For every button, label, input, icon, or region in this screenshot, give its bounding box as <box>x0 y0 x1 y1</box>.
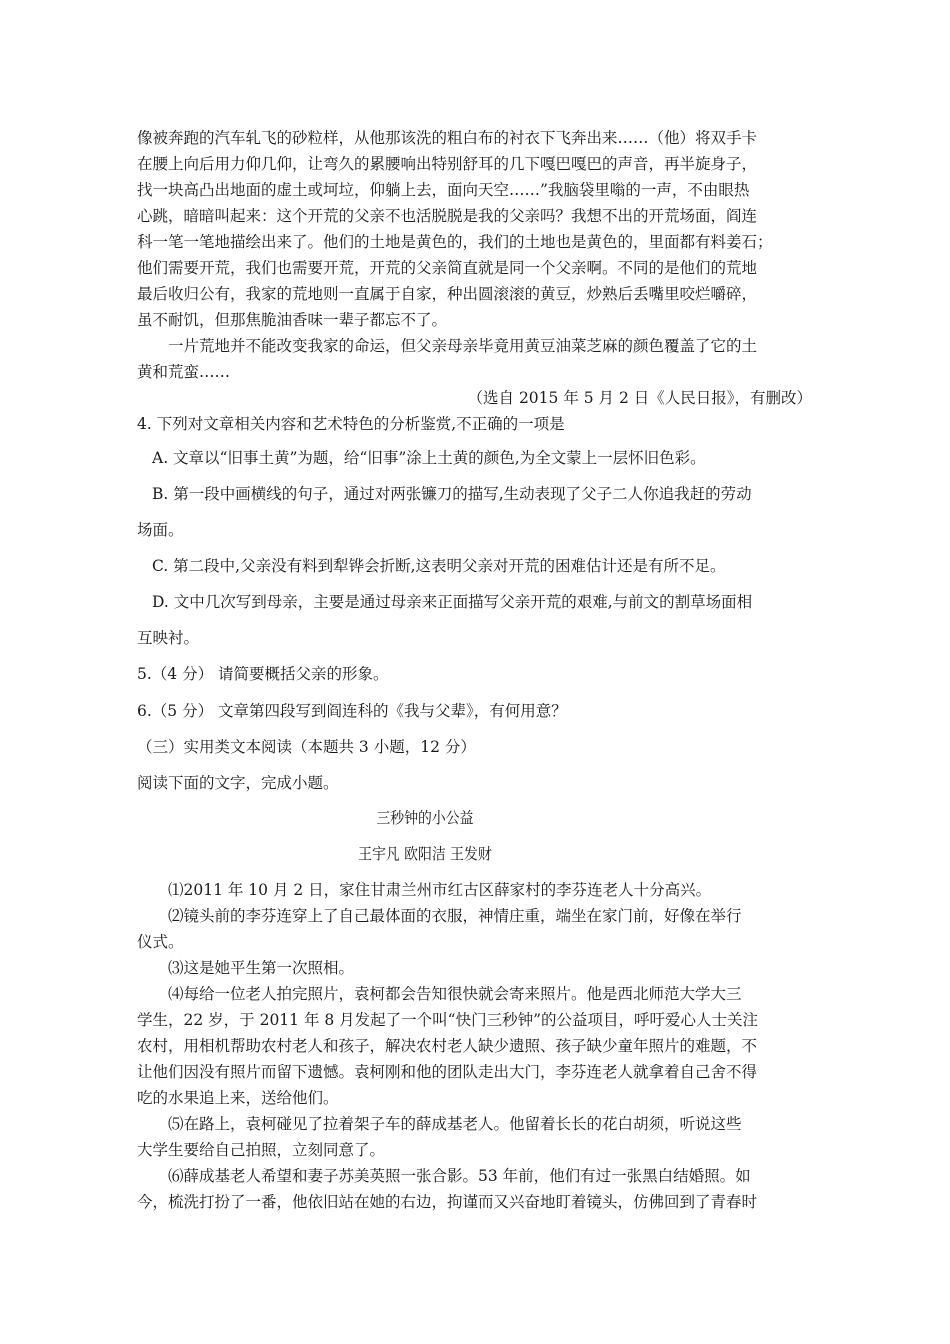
question-4-option-b: B. 第一段中画横线的句子，通过对两张镰刀的描写,生动表现了父子二人你追我赶的劳动 <box>152 485 752 503</box>
section-instruction: 阅读下面的文字，完成小题。 <box>137 774 339 792</box>
article-line: 吃的水果追上来，送给他们。 <box>137 1089 339 1107</box>
article-line: 仪式。 <box>137 933 184 951</box>
passage-line: 最后收归公有，我家的荒地则一直属于自家，种出圆滚滚的黄豆，炒熟后丢嘴里咬烂嚼碎， <box>137 285 758 303</box>
passage-line: 在腰上向后用力仰几仰，让弯久的累腰响出特别舒耳的几下嘎巴嘎巴的声音，再半旋身子， <box>137 155 758 173</box>
question-4-option-d: D. 文中几次写到母亲，主要是通过母亲来正面描写父亲开荒的艰难,与前文的割草场面相 <box>152 593 753 611</box>
article-line: ⑷每给一位老人拍完照片，袁柯都会告知很快就会寄来照片。他是西北师范大学大三 <box>168 985 742 1003</box>
passage-line: 心跳，暗暗叫起来：这个开荒的父亲不也活脱脱是我的父亲吗？我想不出的开荒场面，阎连 <box>137 207 758 225</box>
article-paragraph-1: ⑴2011 年 10 月 2 日，家住甘肃兰州市红古区薛家村的李芬连老人十分高兴。 <box>168 881 712 899</box>
passage-line: 黄和荒蛮…… <box>137 363 231 381</box>
article-authors: 王宇凡 欧阳洁 王发财 <box>358 845 492 863</box>
article-line: 农村，用相机帮助农村老人和孩子，解决农村老人缺少遗照、孩子缺少童年照片的难题，不 <box>137 1037 758 1055</box>
question-5: 5.（4 分） 请简要概括父亲的形象。 <box>137 665 389 683</box>
passage-line: 像被奔跑的汽车轧飞的砂粒样，从他那该洗的粗白布的衬衣下飞奔出来……（他）将双手卡 <box>137 129 758 147</box>
article-line: 大学生要给自己拍照，立刻同意了。 <box>137 1141 386 1159</box>
passage-line: 他们需要开荒，我们也需要开荒，开荒的父亲简直就是同一个父亲啊。不同的是他们的荒地 <box>137 259 758 277</box>
question-4-stem: 4. 下列对文章相关内容和艺术特色的分析鉴赏,不正确的一项是 <box>137 415 565 433</box>
passage-line: 一片荒地并不能改变我家的命运，但父亲母亲毕竟用黄豆油菜芝麻的颜色覆盖了它的土 <box>168 337 758 355</box>
question-4-option-c: C. 第二段中,父亲没有料到犁铧会折断,这表明父亲对开荒的困难估计还是有所不足。 <box>152 557 726 575</box>
question-4-option-a: A. 文章以“旧事土黄”为题，给“旧事”涂上土黄的颜色,为全文蒙上一层怀旧色彩。 <box>152 449 706 467</box>
article-title: 三秒钟的小公益 <box>376 809 474 827</box>
passage-line: 科一笔一笔地描绘出来了。他们的土地是黄色的，我们的土地也是黄色的，里面都有料姜石； <box>137 233 773 251</box>
passage-source: （选自 2015 年 5 月 2 日《人民日报》，有删改） <box>467 389 812 407</box>
article-line: ⑵镜头前的李芬连穿上了自己最体面的衣服，神情庄重，端坐在家门前，好像在举行 <box>168 907 742 925</box>
article-line: 今，梳洗打扮了一番，他依旧站在她的右边，拘谨而又兴奋地盯着镜头，仿佛回到了青春时 <box>137 1193 758 1211</box>
section-heading: （三）实用类文本阅读（本题共 3 小题，12 分） <box>137 738 476 756</box>
article-line: 学生，22 岁，于 2011 年 8 月发起了一个叫“快门三秒钟”的公益项目，呼吁爱心人士关注 <box>137 1011 759 1029</box>
article-paragraph-3: ⑶这是她平生第一次照相。 <box>168 959 355 977</box>
article-line: 让他们因没有照片而留下遗憾。袁柯刚和他的团队走出大门，李芬连老人就拿着自己舍不得 <box>137 1063 758 1081</box>
article-line: ⑹薛成基老人希望和妻子苏美英照一张合影。53 年前，他们有过一张黑白结婚照。如 <box>168 1167 751 1185</box>
question-4-option-d-continued: 互映衬。 <box>137 629 200 647</box>
question-4-option-b-continued: 场面。 <box>137 521 184 539</box>
passage-line: 虽不耐饥，但那焦脆油香味一辈子都忘不了。 <box>137 311 448 329</box>
passage-line: 找一块高凸出地面的虚土或坷垃，仰躺上去，面向天空……”我脑袋里嗡的一声，不由眼热 <box>137 181 750 199</box>
question-6: 6.（5 分） 文章第四段写到阎连科的《我与父辈》，有何用意？ <box>137 702 567 720</box>
article-line: ⑸在路上，袁柯碰见了拉着架子车的薛成基老人。他留着长长的花白胡须，听说这些 <box>168 1115 742 1133</box>
